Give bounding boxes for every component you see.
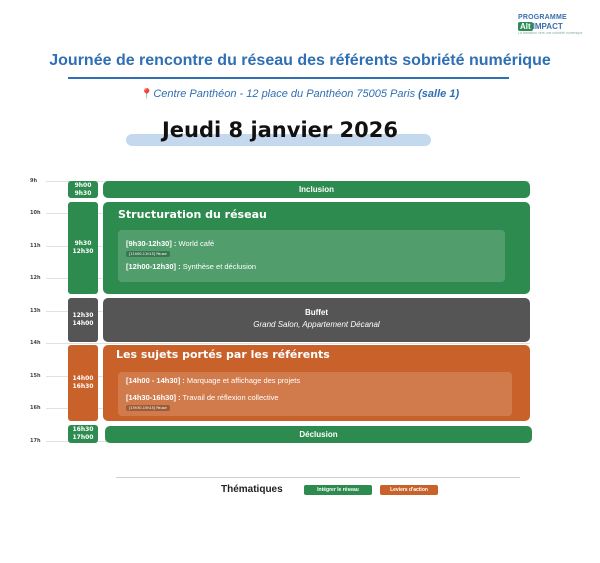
logo-alt-text: Alt <box>520 22 531 31</box>
agenda-item-time: [14h00 - 14h30] : <box>126 376 185 385</box>
hour-label: 16h <box>30 405 41 411</box>
event-buffet-title: Buffet <box>304 308 329 317</box>
agenda-item-time: [14h30-16h30] : <box>126 393 181 402</box>
hour-label: 15h <box>30 373 41 379</box>
time-slot-inclusion <box>68 181 98 198</box>
time-start: 12h30 <box>72 312 94 319</box>
title-underline <box>68 77 509 79</box>
event-inclusion-label: Inclusion <box>298 185 335 194</box>
agenda-item <box>126 262 256 271</box>
time-end: 9h30 <box>74 189 92 197</box>
event-sujets-details <box>118 372 512 416</box>
event-sujets <box>103 345 530 421</box>
agenda-item <box>126 376 300 385</box>
event-buffet <box>103 298 530 342</box>
event-structuration-details <box>118 230 505 282</box>
event-sujets-title: Les sujets portés par les référents <box>116 348 330 361</box>
logo-programme-text: PROGRAMME <box>518 14 567 21</box>
hour-label: 11h <box>30 243 41 249</box>
legend-badge-leviers <box>380 485 438 495</box>
time-end: 12h30 <box>72 248 94 255</box>
legend-badge-label: Leviers d'action <box>390 487 428 493</box>
agenda-item-text: Travail de réflexion collective <box>180 393 279 402</box>
logo-brand <box>518 22 584 31</box>
agenda-item-time: [9h30-12h30] : <box>126 239 177 248</box>
event-structuration-title: Structuration du réseau <box>118 208 267 221</box>
time-end: 14h00 <box>72 320 94 327</box>
location-line <box>0 88 600 100</box>
location-text: Centre Panthéon - 12 place du Panthéon 75005 Paris <box>153 88 419 100</box>
agenda-item-text: World café <box>176 239 215 248</box>
legend-title: Thématiques <box>221 484 283 495</box>
time-slot-declusion <box>68 425 98 443</box>
page-title: Journée de rencontre du réseau des référents sobriété numérique <box>49 52 551 69</box>
legend-divider <box>116 477 520 478</box>
logo-impact-text: IMPACT <box>532 22 563 31</box>
location-room: (salle 1) <box>418 88 460 100</box>
gridline-14h <box>46 343 530 344</box>
pause-tag: [11h00-11h15] Pause <box>126 251 170 257</box>
hour-label: 13h <box>30 308 41 314</box>
hour-label: 10h <box>30 210 41 216</box>
legend-badge-label: Intégrer le réseau <box>317 487 359 493</box>
agenda-item-text: Synthèse et déclusion <box>180 262 257 271</box>
event-declusion-label: Déclusion <box>299 430 338 439</box>
time-slot-structuration <box>68 202 98 294</box>
time-start: 9h00 <box>74 181 92 189</box>
time-slot-buffet <box>68 298 98 342</box>
legend-badge-integrer <box>304 485 372 495</box>
agenda-item-time: [12h00-12h30] : <box>126 262 181 271</box>
event-date: Jeudi 8 janvier 2026 <box>161 118 399 142</box>
hour-label: 17h <box>30 438 41 444</box>
event-structuration <box>103 202 530 294</box>
time-end: 17h00 <box>72 434 94 441</box>
time-slot-sujets <box>68 345 98 421</box>
location-pin-icon: 📍 <box>140 89 154 100</box>
pause-tag: [15h30-15h15] Pause <box>126 405 170 411</box>
programme-altimpact-logo <box>518 14 584 36</box>
hour-label: 12h <box>30 275 41 281</box>
hour-label: 14h <box>30 340 41 346</box>
agenda-item-text: Marquage et affichage des projets <box>184 376 301 385</box>
event-inclusion <box>103 181 530 198</box>
event-declusion <box>105 426 532 443</box>
agenda-item <box>126 393 279 402</box>
agenda-item <box>126 239 214 248</box>
time-start: 16h30 <box>72 426 94 433</box>
logo-tagline: La transition vers une sobriété numérique <box>518 31 583 35</box>
hour-label: 9h <box>30 178 38 184</box>
time-start: 14h00 <box>72 375 94 382</box>
event-buffet-location: Grand Salon, Appartement Décanal <box>253 320 380 329</box>
time-end: 16h30 <box>72 383 94 390</box>
time-start: 9h30 <box>74 240 92 247</box>
